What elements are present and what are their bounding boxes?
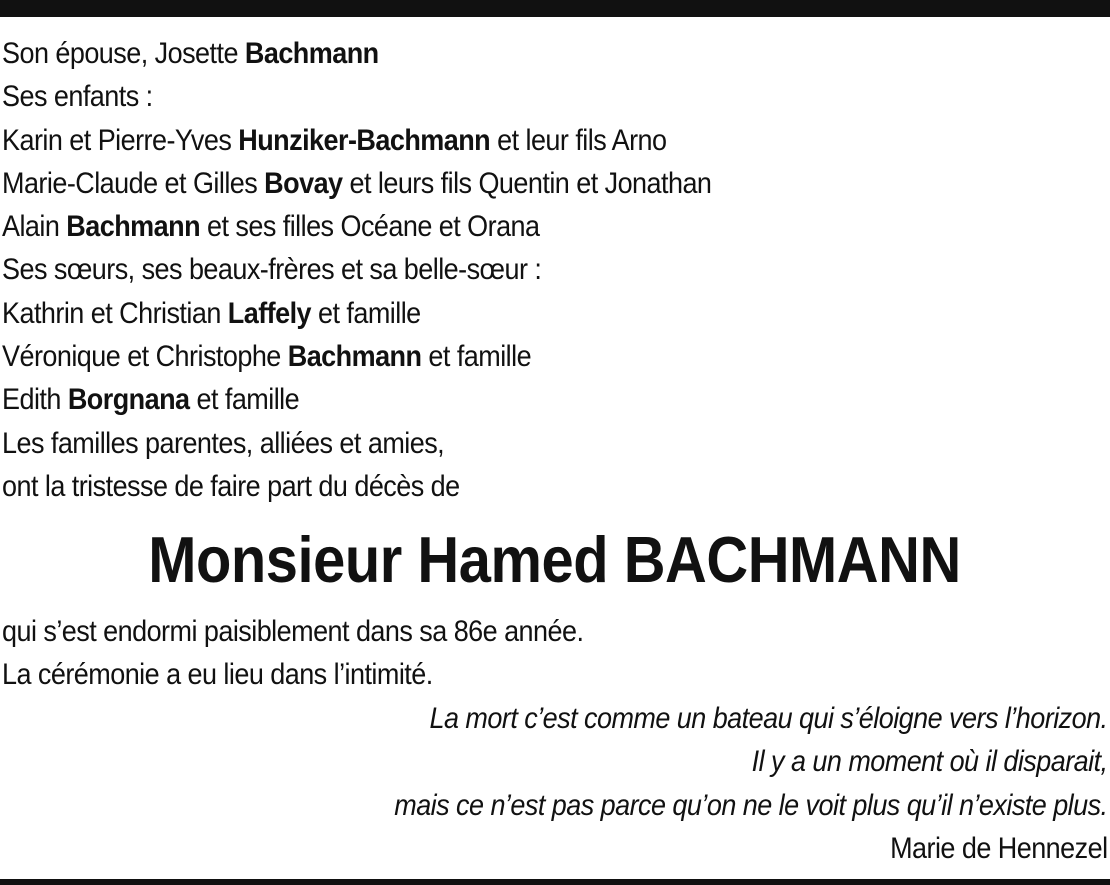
quote-author: Marie de Hennezel (890, 831, 1108, 865)
family-surname: Bachmann (66, 210, 201, 244)
family-text: et leur fils Arno (490, 123, 667, 157)
family-text: Alain (2, 210, 67, 244)
family-surname: Bachmann (244, 37, 379, 70)
family-line (2, 465, 711, 508)
family-line (2, 335, 711, 378)
family-text: et famille (311, 296, 421, 330)
family-list (2, 32, 711, 508)
family-surname: Bachmann (287, 340, 422, 374)
family-line (2, 248, 711, 291)
quotation (395, 697, 1108, 870)
family-text: Son épouse, Josette (2, 37, 245, 70)
quote-line: mais ce n’est pas parce qu’on ne le voit plus qu’il n’existe plus. (394, 788, 1108, 822)
family-surname: Borgnana (67, 383, 190, 417)
deceased-name-heading (0, 522, 1110, 597)
family-text: Marie-Claude et Gilles (2, 166, 265, 200)
family-surname: Laffely (227, 296, 312, 330)
family-text: et famille (189, 383, 300, 417)
family-line (2, 162, 711, 205)
family-text: Ses sœurs, ses beaux-frères et sa belle-sœur : (2, 253, 542, 287)
family-line (2, 292, 711, 335)
family-text: et ses filles Océane et Orana (200, 210, 540, 244)
family-line (2, 119, 711, 162)
quote-line: Il y a un moment où il disparait, (752, 745, 1108, 779)
top-border-rule (0, 0, 1110, 17)
family-text: Véronique et Christophe (2, 340, 288, 374)
announcement-line: La cérémonie a eu lieu dans l’intimité. (2, 658, 433, 691)
quote-line: La mort c’est comme un bateau qui s’éloigne vers l’horizon. (429, 702, 1108, 735)
family-line (2, 75, 711, 118)
family-text: et leurs fils Quentin et Jonathan (342, 166, 712, 200)
family-line (2, 378, 711, 421)
family-surname: Bovay (264, 166, 343, 200)
family-text: ont la tristesse de faire part du décès de (2, 469, 460, 503)
bottom-border-rule (0, 879, 1110, 885)
family-text: Karin et Pierre-Yves (2, 123, 239, 157)
announcement-line: qui s’est endormi paisiblement dans sa 86e année. (2, 615, 584, 648)
family-text: Edith (2, 383, 68, 417)
family-line (2, 205, 711, 248)
family-text: Ses enfants : (2, 80, 153, 114)
family-text: et famille (421, 340, 532, 374)
family-text: Kathrin et Christian (2, 296, 228, 330)
family-line (2, 32, 711, 75)
family-line (2, 422, 711, 465)
family-text: Les familles parentes, alliées et amies, (2, 426, 445, 460)
deceased-name: Monsieur Hamed BACHMANN (148, 523, 962, 596)
family-surname: Hunziker-Bachmann (238, 123, 491, 157)
announcement-text (2, 610, 583, 696)
